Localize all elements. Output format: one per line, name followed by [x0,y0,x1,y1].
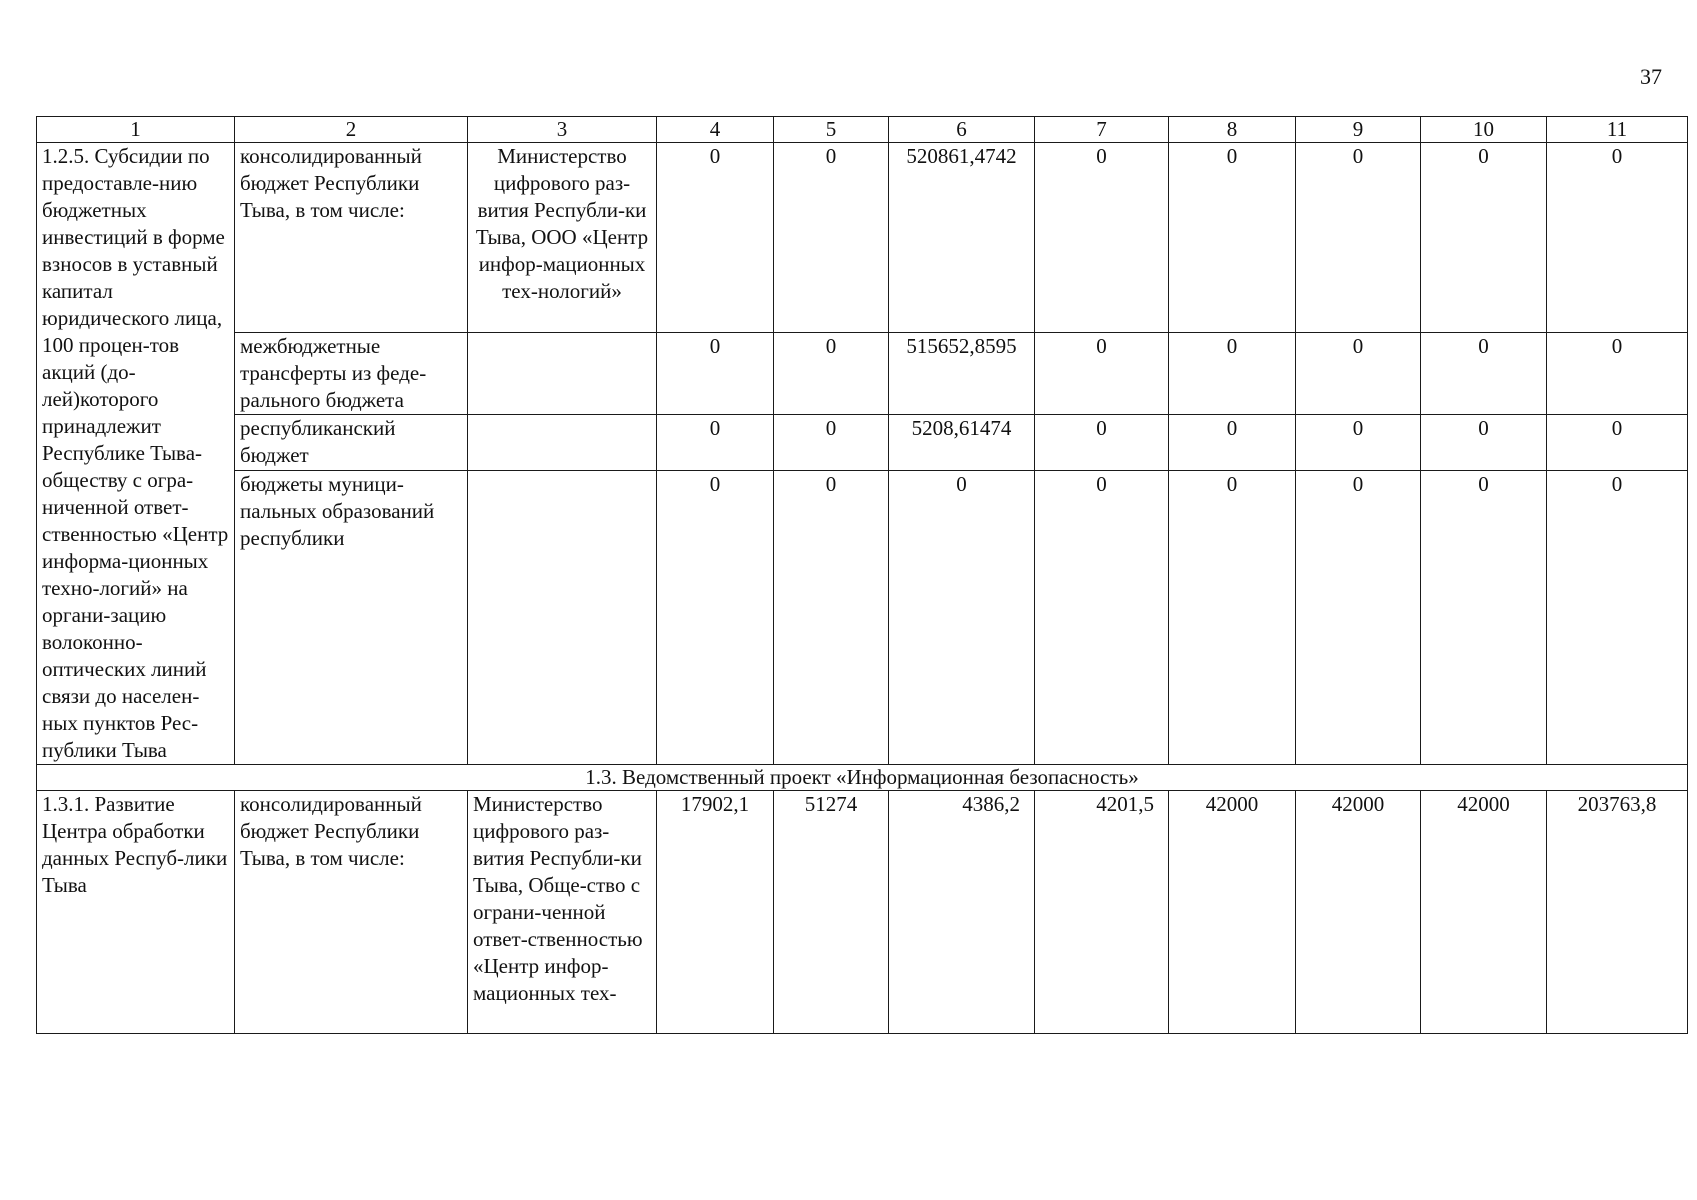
column-number: 10 [1421,117,1547,143]
column-number: 8 [1169,117,1296,143]
value-cell: 0 [774,332,889,414]
table-row [37,470,1688,764]
value-cell: 0 [1035,332,1169,414]
value-cell: 42000 [1421,791,1547,1034]
value-cell: 42000 [1169,791,1296,1034]
value-cell: 0 [889,470,1035,764]
executor [468,415,657,470]
value-cell: 0 [1421,332,1547,414]
value-cell: 0 [657,470,774,764]
executor [468,470,657,764]
value-cell: 0 [657,332,774,414]
activity-name-text: 1.3.1. Развитие Центра обработки данных Респуб-лики Тыва [42,792,228,897]
funding-source: республиканский бюджет [235,415,468,470]
value-cell: 0 [774,143,889,333]
executor: Министерство цифрового раз-вития Республи-ки Тыва, ООО «Центр инфор-мационных тех-нологий» [468,143,657,333]
value-cell: 0 [1296,415,1421,470]
value-cell: 17902,1 [657,791,774,1034]
value-cell: 0 [774,470,889,764]
column-number: 1 [37,117,235,143]
value-cell: 0 [1296,470,1421,764]
value-cell: 515652,8595 [889,332,1035,414]
value-cell: 0 [1296,332,1421,414]
value-cell: 0 [1169,415,1296,470]
value-cell: 0 [1547,415,1688,470]
column-number: 3 [468,117,657,143]
value-cell: 0 [1035,415,1169,470]
value-cell: 0 [1035,143,1169,333]
funding-source: бюджеты муници-пальных образований республики [235,470,468,764]
value-cell: 0 [657,415,774,470]
funding-source-text: консолидированный бюджет Республики Тыва, в том числе: [240,792,422,870]
executor [468,791,657,1034]
column-number-row [37,117,1688,143]
value-cell: 0 [774,415,889,470]
value-cell: 4201,5 [1035,791,1169,1034]
table-row [37,791,1688,1034]
funding-source: межбюджетные трансферты из феде-рального бюджета [235,332,468,414]
column-number: 5 [774,117,889,143]
table-row [37,332,1688,414]
column-number: 2 [235,117,468,143]
value-cell: 0 [1547,470,1688,764]
column-number: 6 [889,117,1035,143]
page-number: 37 [1640,64,1662,89]
funding-source: консолидированный бюджет Республики Тыва, в том числе: [235,143,468,333]
value-cell: 5208,61474 [889,415,1035,470]
value-cell: 0 [657,143,774,333]
value-cell: 0 [1169,470,1296,764]
activity-name [37,791,235,1034]
value-cell: 0 [1035,470,1169,764]
value-cell: 0 [1296,143,1421,333]
value-cell: 0 [1421,415,1547,470]
executor-text: Министерство цифрового раз-вития Республи-ки Тыва, Обще-ство с ограни-ченной ответ-ственностью «Центр инфор-мационных тех- [473,792,643,1005]
funding-source [235,791,468,1034]
budget-table [36,116,1688,1034]
value-cell: 203763,8 [1547,791,1688,1034]
section-row [37,765,1688,791]
value-cell: 0 [1169,332,1296,414]
value-cell: 0 [1547,143,1688,333]
value-cell: 4386,2 [889,791,1035,1034]
column-number: 9 [1296,117,1421,143]
table-row [37,415,1688,470]
value-cell: 0 [1169,143,1296,333]
value-cell: 0 [1547,332,1688,414]
executor [468,332,657,414]
value-cell: 51274 [774,791,889,1034]
value-cell: 520861,4742 [889,143,1035,333]
table-row [37,143,1688,333]
section-title: 1.3. Ведомственный проект «Информационная безопасность» [37,765,1688,791]
column-number: 11 [1547,117,1688,143]
value-cell: 0 [1421,470,1547,764]
value-cell: 42000 [1296,791,1421,1034]
activity-name: 1.2.5. Субсидии по предоставле-нию бюджетных инвестиций в форме взносов в уставный капитал юридического лица, 100 процен-тов акций (до-лей)которого принадлежит Республике Тыва-обществу с огра-ниченной ответ-ственностью «Центр информа-ционных техно-логий» на органи-зацию волоконно-оптических линий связи до населен-ных пунктов Рес-публики Тыва [37,143,235,765]
column-number: 4 [657,117,774,143]
value-cell: 0 [1421,143,1547,333]
column-number: 7 [1035,117,1169,143]
